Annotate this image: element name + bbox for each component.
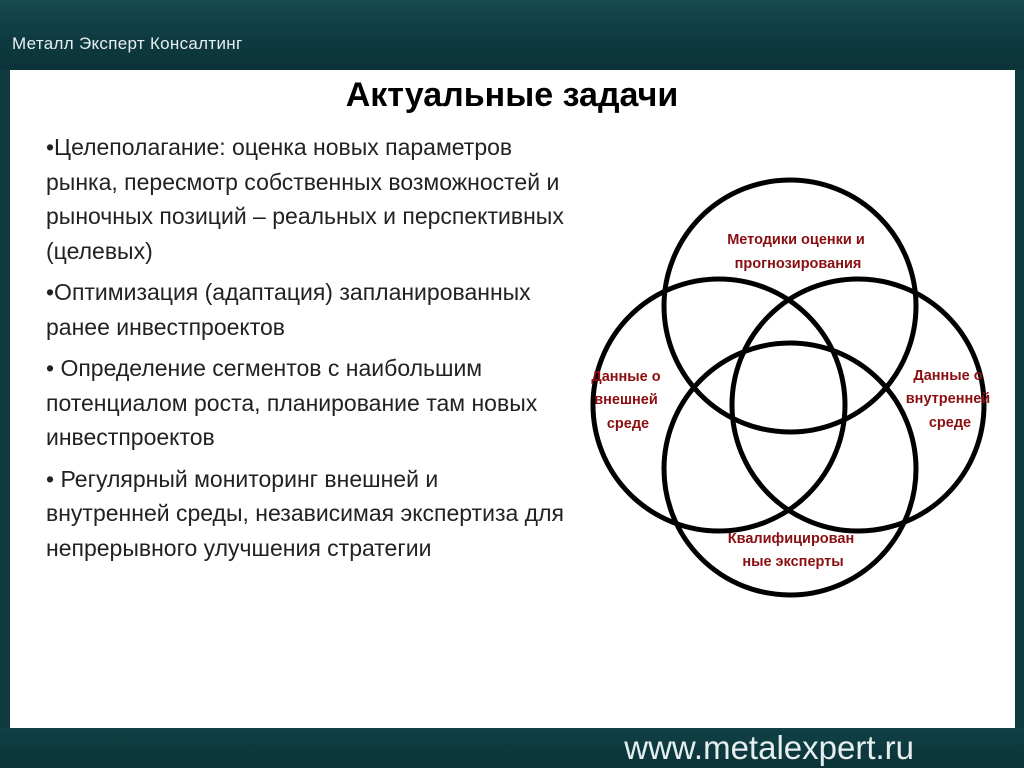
website-url: www.metalexpert.ru	[624, 729, 914, 766]
bullet-list	[46, 130, 566, 572]
label-left: Данные о внешней среде	[591, 369, 661, 432]
bullet-item: • Регулярный мониторинг внешней и внутренней среды, независимая экспертиза для непрерывного улучшения стратегии	[46, 465, 564, 561]
circle-top	[664, 180, 916, 432]
company-name: Металл Эксперт Консалтинг	[12, 34, 243, 53]
bullet-item: •Оптимизация (адаптация) запланированных ранее инвестпроектов	[46, 279, 531, 340]
label-right: Данные о внутренней среде	[905, 368, 991, 431]
venn-diagram	[580, 175, 1020, 605]
label-bottom: Квалифицирован ные эксперты	[727, 531, 855, 570]
bullet-item: • Определение сегментов с наибольшим потенциалом роста, планирование там новых инвестпроектов	[46, 355, 538, 450]
label-top: Методики оценки и прогнозирования	[727, 232, 865, 272]
slide-title: Актуальные задачи	[345, 76, 679, 114]
bullet-item: •Целеполагание: оценка новых параметров рынка, пересмотр собственных возможностей и рыночных позиций – реальных и перспективных (целевых)	[46, 134, 564, 264]
